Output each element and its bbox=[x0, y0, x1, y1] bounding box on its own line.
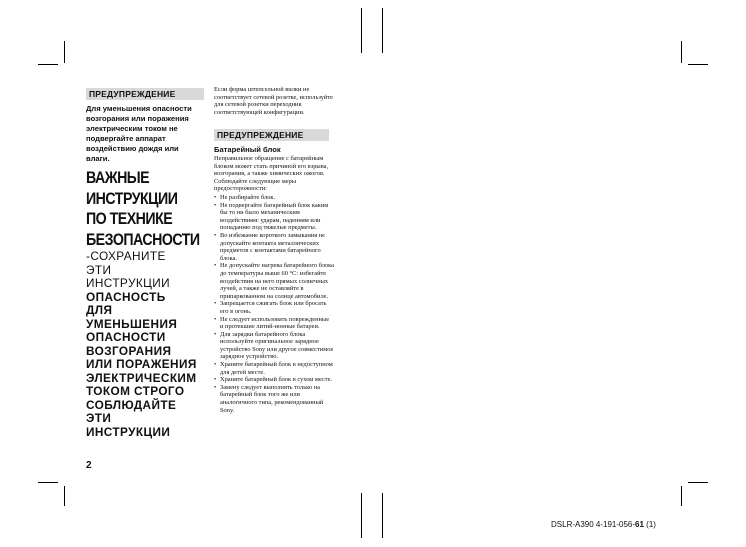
crop-mark bbox=[64, 41, 65, 63]
list-item bbox=[214, 232, 334, 262]
danger-line: СОБЛЮДАЙТЕ bbox=[86, 397, 177, 412]
warning-heading: ПРЕДУПРЕЖДЕНИЕ bbox=[86, 88, 204, 100]
list-item-text: Храните батарейный блок в сухом месте. bbox=[220, 376, 333, 384]
title-line: ПО ТЕХНИКЕ bbox=[86, 210, 173, 228]
crop-mark bbox=[382, 8, 383, 53]
list-item-text: Не допускайте нагрева батарейного блока до температуры выше 60 °C: избегайте воздействия на него прямых солнечных лучей, а также не оставляйте в припаркованном на солнце автомобиле. bbox=[220, 262, 334, 300]
list-item bbox=[214, 194, 334, 202]
danger-line: ОПАСНОСТИ bbox=[86, 330, 166, 344]
title-line: БЕЗОПАСНОСТИ bbox=[86, 230, 200, 249]
title-line: ВАЖНЫЕ bbox=[86, 169, 150, 187]
subtitle-line: -СОХРАНИТЕ bbox=[86, 249, 166, 263]
crop-mark bbox=[361, 8, 362, 53]
bullet-icon: • bbox=[214, 361, 217, 369]
bullet-icon: • bbox=[214, 376, 217, 384]
danger-line: ВОЗГОРАНИЯ bbox=[86, 343, 172, 358]
list-item bbox=[214, 376, 334, 384]
document-code bbox=[551, 520, 656, 529]
list-item bbox=[214, 300, 334, 315]
crop-mark bbox=[361, 493, 362, 538]
list-item-text: Не разбирайте блок. bbox=[220, 194, 276, 201]
list-item bbox=[214, 384, 334, 414]
battery-intro-text: Неправильное обращение с батарейным блоком может стать причиной его взрыва, возгорания, а также химических ожогов. Соблюдайте следующие меры предосторожности: bbox=[214, 155, 329, 193]
title-line: ИНСТРУКЦИИ bbox=[86, 189, 178, 208]
list-item bbox=[214, 316, 334, 331]
crop-mark bbox=[382, 493, 383, 538]
page-number: 2 bbox=[86, 460, 92, 471]
subtitle-line: ИНСТРУКЦИИ bbox=[86, 276, 170, 290]
danger-line: ЭТИ bbox=[86, 411, 112, 425]
list-item-text: Во избежание короткого замыкания не допускайте контакта металлических предметов с контактами батарейного блока. bbox=[220, 231, 326, 262]
danger-line: ТОКОМ СТРОГО bbox=[86, 384, 185, 398]
list-item-text: Для зарядки батарейного блока используйте оригинальное зарядное устройство Sony или другое совместимое зарядное устройство. bbox=[220, 330, 334, 361]
battery-rules-list bbox=[214, 194, 334, 414]
crop-mark bbox=[38, 482, 58, 483]
danger-line: ИНСТРУКЦИИ bbox=[86, 424, 171, 439]
bullet-icon: • bbox=[214, 201, 217, 209]
list-item-text: Замену следует выполнять только на батарейный блок того же или аналогичного типа, рекомендованный Sony. bbox=[220, 383, 324, 414]
danger-line: ОПАСНОСТЬ bbox=[86, 289, 166, 304]
crop-mark bbox=[64, 486, 65, 506]
page-title bbox=[86, 168, 200, 250]
document-code-bold: 61 bbox=[635, 520, 644, 529]
document-code-prefix: DSLR-A390 4-191-056- bbox=[551, 520, 636, 529]
crop-mark bbox=[688, 482, 708, 483]
bullet-icon: • bbox=[214, 194, 217, 201]
list-item bbox=[214, 331, 334, 361]
bullet-icon: • bbox=[214, 262, 217, 270]
danger-line: ИЛИ ПОРАЖЕНИЯ bbox=[86, 357, 197, 371]
bullet-icon: • bbox=[214, 330, 217, 338]
warning-heading-battery: ПРЕДУПРЕЖДЕНИЕ bbox=[214, 129, 329, 141]
battery-section-title: Батарейный блок bbox=[214, 145, 281, 154]
crop-mark bbox=[688, 64, 708, 65]
list-item bbox=[214, 202, 334, 232]
crop-mark bbox=[681, 486, 682, 506]
list-item bbox=[214, 361, 334, 376]
bullet-icon: • bbox=[214, 300, 217, 308]
bullet-icon: • bbox=[214, 231, 217, 239]
document-code-suffix: (1) bbox=[643, 520, 656, 529]
plug-adapter-text: Если форма штепсельной вилки не соответствует сетевой розетке, используйте для сетевой розетки переходник соответствующей конфигурации. bbox=[214, 86, 334, 116]
danger-line: УМЕНЬШЕНИЯ bbox=[86, 316, 178, 331]
warning-text: Для уменьшения опасности возгорания или поражения электрическим током не подвергайте аппарат воздействию дождя или влаги. bbox=[86, 104, 192, 163]
crop-mark bbox=[38, 64, 58, 65]
danger-line: ЭЛЕКТРИЧЕСКИМ bbox=[86, 370, 197, 385]
list-item bbox=[214, 262, 334, 300]
list-item-text: Храните батарейный блок в недоступном для детей месте. bbox=[220, 361, 333, 376]
subtitle-line: ЭТИ bbox=[86, 262, 112, 277]
safety-subtitle bbox=[86, 250, 211, 439]
crop-mark bbox=[681, 41, 682, 63]
list-item-text: Не следует использовать поврежденные и протекшие литий-ионные батареи. bbox=[220, 315, 330, 331]
bullet-icon: • bbox=[214, 383, 217, 391]
list-item-text: Не подвергайте батарейный блок каким бы то ни было механическим воздействиям: ударам, падениям или попаданию под тяжелые предметы. bbox=[220, 201, 329, 232]
bullet-icon: • bbox=[214, 315, 217, 323]
list-item-text: Запрещается сжигать блок или бросать его в огонь. bbox=[220, 300, 327, 315]
danger-line: ДЛЯ bbox=[86, 303, 113, 317]
